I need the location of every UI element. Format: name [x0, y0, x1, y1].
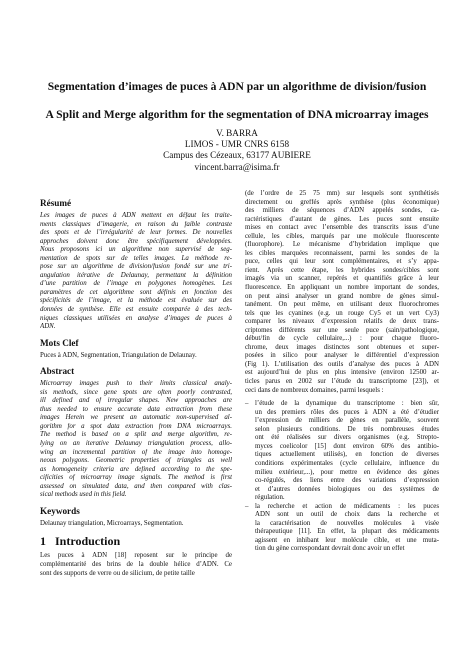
- text-line: paramètres de cet algorithme sont définis en fonction des: [40, 288, 232, 296]
- text-line: as homogeneity criteria are defined according to the spe-: [40, 465, 232, 473]
- author-block: [20, 128, 454, 173]
- text-line: imagés via un scanner, repérés et quantifiés grâce à leur: [245, 275, 439, 283]
- text-line: Microarray images push to their limits classical analy-: [40, 380, 232, 388]
- text-line: wing an incremental partition of the image into homoge-: [40, 448, 232, 456]
- text-line: (fluorophore). Le mécanisme d’hybridation implique que: [245, 241, 439, 249]
- text-line: Nous proposons ici un algorithme non supervisé de seg-: [40, 246, 232, 254]
- text-line: et d’autres données biologiques ou des systèmes de: [255, 485, 439, 493]
- text-line: co-régulés, des liens entre des variations d’expression: [255, 477, 439, 485]
- text-line: criptomes différents sur une seule puce (sain/pathologique,: [245, 326, 439, 334]
- text-line: pose sur un algorithme de division/fusion fondé sur une tri-: [40, 263, 232, 271]
- bullet-list: [245, 400, 439, 554]
- text-line: thérapeutique [11]. En effet, la plupart des médicaments: [255, 528, 439, 536]
- text-line: ceci dans de nombreux domaines, parmi lesquels :: [245, 386, 384, 394]
- author-email: vincent.barra@isima.fr: [194, 161, 280, 172]
- text-line: ont été réalisées sur divers organismes (e.g. Strepto-: [255, 434, 439, 442]
- text-line: ractéristiques d’autant de gènes. Les puces sont ensuite: [245, 215, 439, 223]
- text-line: mises en contact avec l’ensemble des transcrits issus d’une: [245, 224, 439, 232]
- text-line: images Herein we present an automatic non-supervised al-: [40, 414, 232, 422]
- text-line: myces coelicolor [15] dont environ 60% des antibio-: [255, 442, 439, 450]
- text-line: directement ou greffés après synthèse (plus économique): [245, 198, 439, 206]
- list-dash: –: [245, 502, 249, 510]
- text-line: comparer les niveaux d’expression relatifs de deux trans-: [245, 318, 439, 326]
- text-line: ticles parus en 2002 sur l’étude du transcriptome [23]), et: [245, 378, 439, 386]
- text-line: (de l’ordre de 25 75 mm) sur lesquels sont synthétisés: [245, 190, 439, 197]
- text-line: posées in silico pour analyser le différentiel d’expression: [245, 352, 439, 360]
- section-number: 1: [40, 534, 46, 549]
- text-line: rient. Après cette étape, les hybrides sondes/cibles sont: [245, 266, 439, 274]
- text-line: ments classiques d’imagerie, en raison du faible contraste: [40, 220, 232, 228]
- text-line: ADN.: [40, 323, 56, 331]
- text-line: puce, celles qui leur sont complémentaires, et s’y appa-: [245, 258, 439, 266]
- text-line: tels que les cyanines (e.g. un rouge Cy5 et un vert Cy3): [245, 309, 439, 317]
- keywords-heading: Keywords: [40, 505, 80, 516]
- author-address: Campus des Cézeaux, 63177 AUBIERE: [163, 150, 311, 161]
- text-line: milieu extérieur,...), pour mettre en évidence des gènes: [255, 468, 439, 476]
- text-line: l’étude de la dynamique du transcriptome : bien sûr,: [255, 400, 439, 408]
- abstract-body: [40, 380, 232, 500]
- text-line: Les images de puces à ADN mettent en défaut les traite-: [40, 212, 232, 219]
- introduction-body: [40, 552, 232, 578]
- left-column: [40, 197, 232, 583]
- list-dash: –: [245, 400, 249, 408]
- section-heading-introduction: [40, 534, 232, 549]
- text-line: The method is based on a split and merge algorithm, re-: [40, 431, 232, 439]
- mots-clef-text: Puces à ADN, Segmentation, Triangulation de Delaunay.: [40, 351, 197, 359]
- text-line: approches doivent donc être spécifiquement développées.: [40, 237, 232, 245]
- text-line: régulation.: [255, 494, 285, 502]
- abstract-heading: Abstract: [40, 366, 75, 377]
- text-line: un des premiers rôles des puces à ADN a été d’étudier: [255, 408, 439, 416]
- resume-body: [40, 212, 232, 332]
- author-name: V. BARRA: [216, 128, 258, 138]
- section-title: Introduction: [55, 534, 121, 549]
- text-line: Les puces à ADN [18] reposent sur le principe de: [40, 552, 232, 560]
- text-line: chrome, deux images distinctes sont obtenues et super-: [245, 343, 439, 351]
- text-line: (Fig 1). L’utilisation des outils d’analyse des puces à ADN: [245, 360, 439, 368]
- right-column-body: [245, 190, 439, 395]
- text-line: assessed on simulated data, and then compared with clas-: [40, 482, 232, 490]
- text-line: niques classiques utilisées en analyse d’images de puces à: [40, 314, 232, 322]
- text-line: ill defined and of irregular shapes. New approaches are: [40, 397, 232, 405]
- text-line: d’une partition de l’image en polygones homogènes. Les: [40, 280, 232, 288]
- text-line: selon plusieurs conditions. De très nombreuses études: [255, 425, 439, 433]
- text-line: complémentarité des brins de la double hélice d’ADN. Ce: [40, 560, 232, 568]
- text-line: cificities of microarray image signals. The method is first: [40, 474, 232, 482]
- text-line: tion du gène correspondant devrait donc avoir un effet: [255, 545, 405, 553]
- text-line: tiques actuellement utilisés), en fonction de diverses: [255, 451, 439, 459]
- paper-title-english: A Split and Merge algorithm for the segmentation of DNA microarray images: [45, 108, 429, 121]
- text-line: sis methods, since gene spots are often poorly contrasted,: [40, 388, 232, 396]
- list-item: [245, 503, 439, 554]
- resume-heading: Résumé: [40, 198, 72, 208]
- list-item-text: [255, 503, 439, 554]
- text-line: on peut ainsi analyser un grand nombre de gènes simul-: [245, 292, 439, 300]
- text-line: cellule, les cibles, marqués par une molécule fluorescente: [245, 232, 439, 240]
- text-line: fluorescence. En appliquant un nombre important de sondes,: [245, 284, 439, 292]
- text-line: thus needed to ensure accurate data extraction from these: [40, 405, 232, 413]
- text-line: la recherche et action de médicaments : les puces: [255, 502, 439, 510]
- text-line: l’expression de milliers de gènes en parallèle, souvent: [255, 417, 439, 425]
- paper-title-french: Segmentation d’images de puces à ADN par un algorithme de division/fusion: [47, 80, 427, 93]
- text-line: sont des supports de verre ou de silicium, de petite taille: [40, 569, 195, 577]
- text-line: les cibles marquées reconnaissent, parmi les sondes de la: [245, 249, 439, 257]
- list-item: [245, 400, 439, 503]
- text-line: des milliers de séquences d’ADN appelés sondes, ca-: [245, 207, 439, 215]
- author-lab: LIMOS - UMR CNRS 6158: [184, 139, 290, 150]
- text-line: mentation de spots sur de telles images. La méthode re-: [40, 254, 232, 262]
- keywords-text: Delaunay triangulation, Microarrays, Segmentation.: [40, 519, 184, 527]
- text-line: tanément. On peut même, en utilisant deux fluorochromes: [245, 301, 439, 309]
- text-line: ADN sont un outil de choix dans la recherche et: [255, 511, 439, 519]
- mots-clef-heading: Mots Clef: [40, 337, 79, 348]
- text-line: des spots et de l’irrégularité de leur formes. De nouvelles: [40, 229, 232, 237]
- text-line: agissent en inhibant leur molécule cible, et une muta-: [255, 536, 439, 544]
- text-line: sical methods used in this field.: [40, 491, 127, 499]
- list-item-text: [255, 400, 439, 503]
- right-column: [245, 190, 439, 554]
- text-line: angulation itérative de Delaunay, permettant la définition: [40, 271, 232, 279]
- text-line: est aujourd’hui de plus en plus intensive (environ 12500 ar-: [245, 369, 439, 377]
- text-line: données de synthèse. Elle est ensuite comparée à des tech-: [40, 306, 232, 314]
- text-line: spécificités de l’image, et la méthode est évaluée sur des: [40, 297, 232, 305]
- text-line: la caractérisation de nouvelles molécules à visée: [255, 519, 439, 527]
- text-line: conditions expérimentales (cycle cellulaire, influence du: [255, 459, 439, 467]
- text-line: début/fin de cycle cellulaire,...) : pour chaque fluoro-: [245, 335, 439, 343]
- text-line: lying on an iterative Delaunay triangulation process, allo-: [40, 440, 232, 448]
- text-line: neous polygons. Geometric properties of triangles as well: [40, 457, 232, 465]
- text-line: gorithm for a spot data extraction from DNA microarrays.: [40, 422, 232, 430]
